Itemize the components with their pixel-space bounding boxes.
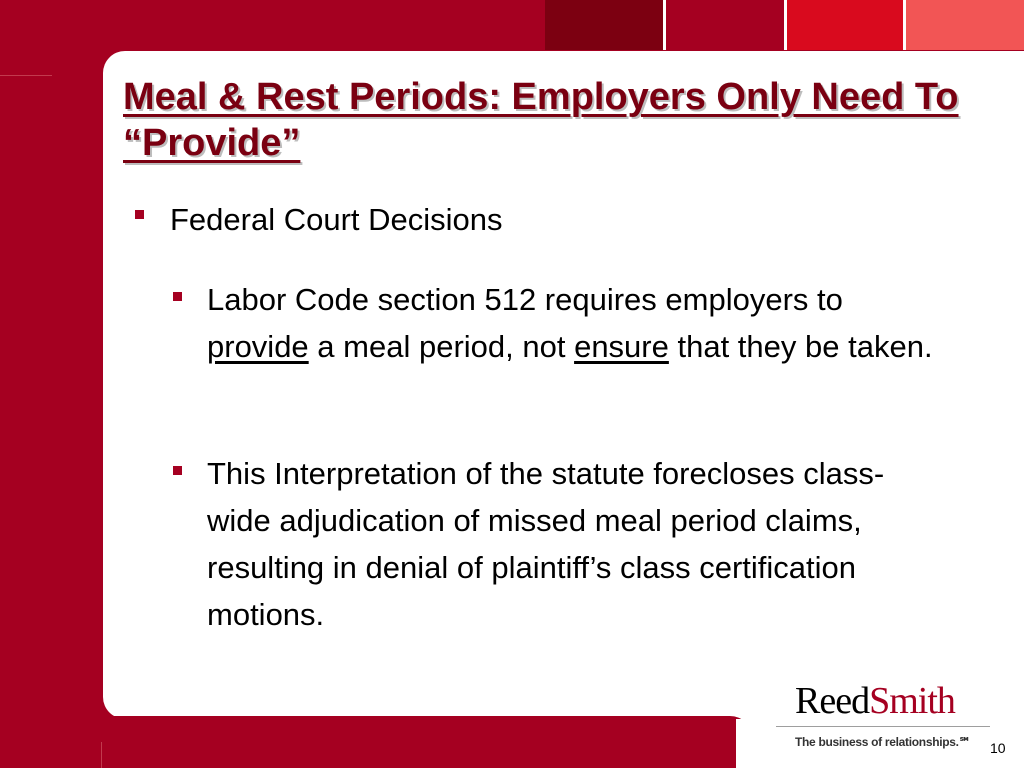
color-block-red [666,0,784,50]
emphasis-provide: provide [207,329,309,364]
bullet-text: Labor Code section 512 requires employers to [207,282,843,317]
bullet-square-icon [173,292,182,301]
page-number: 10 [990,740,1006,756]
slide-title: Meal & Rest Periods: Employers Only Need To “Provide” [123,76,959,164]
color-block-bright-red [787,0,903,50]
logo-tagline: The business of relationships.℠ [795,735,971,749]
logo-reed: Reed [795,680,870,722]
bullet-federal-court-decisions: Federal Court Decisions [170,202,503,237]
top-color-strip [545,0,1024,50]
margin-rule [0,75,52,76]
bullet-square-icon [135,210,144,219]
panel-corner [736,719,752,768]
color-block-light-red [906,0,1024,50]
bullet-interpretation: This Interpretation of the statute forecloses class-wide adjudication of missed meal period claims, resulting in denial of plaintiff’s class certification motions. [207,456,885,632]
bottom-red-band [103,716,752,768]
color-block-dark-red [545,0,663,50]
bullet-text: a meal period, not [308,329,575,364]
emphasis-ensure: ensure [574,329,669,364]
logo-smith: Smith [869,680,955,722]
reedsmith-logo [795,680,955,722]
bullet-text: that they be taken. [668,329,933,364]
bullet-labor-code-512 [207,276,947,370]
bullet-square-icon [173,466,182,475]
margin-rule [101,742,102,768]
logo-divider [776,726,990,727]
